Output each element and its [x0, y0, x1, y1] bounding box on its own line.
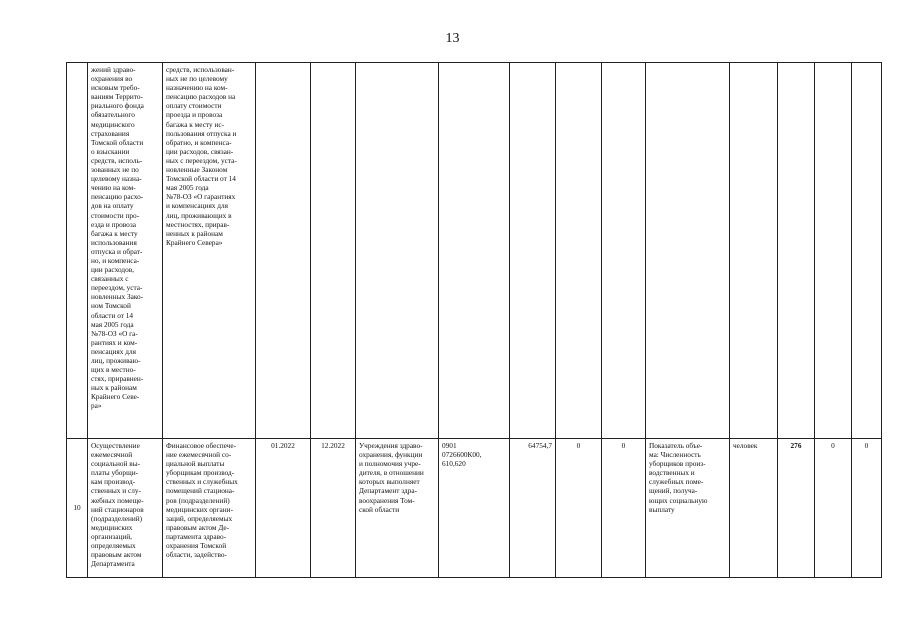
text-line: воохранения Том- [359, 495, 415, 505]
text-line: риального фонда [91, 101, 144, 111]
cell-val2-continued [556, 63, 602, 439]
text-line: проезда и провоза [166, 110, 223, 120]
text-line: Крайнего Севе- [91, 392, 140, 402]
text-line: ров (подразделений) [166, 495, 230, 505]
text-line: водственных и [649, 468, 695, 478]
text-line: использования [91, 237, 137, 247]
cell-executor-continued [356, 63, 439, 439]
cell-event-name [88, 439, 163, 578]
text-line: Показатель объе- [649, 441, 703, 450]
cell-event-description-continued [163, 63, 256, 439]
text-line: ежемесячной [91, 450, 133, 460]
indicator-value-2: 0 [815, 439, 852, 578]
text-line: Осуществление [91, 441, 140, 450]
indicator-value-3: 0 [852, 439, 882, 578]
text-line: дов на оплату [91, 201, 134, 211]
text-line: (подразделений) [91, 513, 143, 523]
text-line: области от 14 [91, 310, 134, 320]
cell-val3-continued [602, 63, 646, 439]
text-line: местностях, прирав- [166, 219, 230, 229]
text-line: отпуска и обрат- [91, 246, 143, 256]
text-line: Томской области [91, 137, 144, 147]
text-line: Финансовое обеспече- [166, 441, 237, 450]
text-line: переездом, уста- [91, 283, 143, 293]
text-line: ных с переездом, уста- [166, 155, 237, 165]
text-line: заций, определяемых [166, 513, 233, 523]
end-date: 12.2022 [311, 439, 356, 578]
cell-event-name-continued [88, 63, 163, 439]
cell-ind-val1-continued [778, 63, 815, 439]
text-line: средств, использован- [166, 65, 235, 74]
cell-executor [356, 439, 439, 578]
text-line: новленных Зако- [91, 292, 144, 302]
text-line: езда и провоза [91, 219, 136, 229]
cell-indicator-continued [646, 63, 730, 439]
text-line: стоимости про- [91, 210, 140, 220]
text-line: ние ежемесячной со- [166, 450, 232, 460]
text-line: связанных с [91, 274, 129, 284]
text-line: ственных и служебных [166, 477, 238, 487]
amount: 64754,7 [510, 439, 556, 578]
text-line: уборщикам производ- [166, 468, 235, 478]
text-line: целевому назна- [91, 174, 142, 184]
event-description-lines [166, 441, 252, 559]
text-line: медицинских [91, 522, 133, 532]
text-line: зованных не по [91, 165, 139, 175]
text-line: багажа к месту ис- [166, 119, 225, 129]
text-line: ненных к районам [166, 228, 223, 238]
text-line: медицинских органи- [166, 504, 234, 514]
text-line: оплату стоимости [166, 101, 222, 111]
text-line: ственных и слу- [91, 486, 141, 496]
text-line: выплату [649, 504, 675, 514]
cell-event-description [163, 439, 256, 578]
text-line: ющих социальную [649, 495, 708, 505]
text-line: о взыскании [91, 146, 130, 156]
text-line: Крайнего Севера» [166, 237, 223, 247]
text-line: ных не по целевому [166, 74, 228, 84]
program-table [66, 62, 882, 578]
text-line: ской области [359, 504, 400, 514]
text-line: партамента здраво- [166, 531, 227, 541]
text-line: обратно, и компенса- [166, 137, 232, 147]
text-line: щих в местно- [91, 365, 136, 375]
text-line: Томской области от 14 [166, 174, 236, 184]
cell-ind-val2-continued [815, 63, 852, 439]
kbk-lines [442, 441, 506, 468]
page-number: 13 [445, 31, 460, 46]
start-date: 01.2022 [256, 439, 311, 578]
text-line: стях, приравнен- [91, 374, 144, 384]
text-line: уборщиков произ- [649, 459, 706, 469]
text-line: чению на ком- [91, 183, 136, 193]
text-line: средств, исполь- [91, 155, 143, 165]
text-line: ном Томской [91, 301, 131, 311]
text-line: медицинского [91, 119, 135, 129]
text-line: исковым требо- [91, 83, 140, 93]
cell-number-continued [67, 63, 88, 439]
text-line: пользования отпуска и [166, 128, 237, 138]
text-line: охранения Томской [166, 541, 227, 551]
text-line: помещений стациона- [166, 486, 235, 496]
text-line: служебных поме- [649, 477, 704, 487]
text-line: щений, получа- [649, 486, 698, 496]
text-line: кам производ- [91, 477, 136, 487]
text-line: ний стационаров [91, 504, 144, 514]
indicator-lines [649, 441, 726, 514]
cell-amount-continued [510, 63, 556, 439]
text-line: жений здраво- [91, 65, 136, 74]
text-line: назначению на ком- [166, 83, 228, 93]
text-line: пенсацию расхо- [91, 192, 144, 202]
text-line: обязательного [91, 110, 135, 120]
text-line: платы уборщи- [91, 468, 139, 478]
text-line: ма: Численность [649, 450, 701, 460]
unit: человек [730, 439, 778, 578]
value-3: 0 [602, 439, 646, 578]
text-line: и компенсациях для [166, 201, 228, 211]
indicator-value-1: 276 [778, 439, 815, 578]
text-line: охранения, функции [359, 450, 423, 460]
table-row-10 [67, 439, 882, 578]
text-line: пенсациях для [91, 346, 136, 356]
cell-start-continued [256, 63, 311, 439]
text-line: Учреждения здраво- [359, 441, 423, 450]
text-line: определяемых [91, 541, 136, 551]
cell-end-continued [311, 63, 356, 439]
event-name-lines [91, 65, 159, 411]
cell-unit-continued [730, 63, 778, 439]
executor-lines [359, 441, 435, 514]
event-name-lines [91, 441, 159, 568]
text-line: мая 2005 года [91, 319, 134, 329]
text-line: ваниям Террито- [91, 92, 143, 102]
text-line: мая 2005 года [166, 183, 209, 193]
text-line: социальной вы- [91, 459, 141, 469]
text-line: жебных помеще- [91, 495, 144, 505]
text-line: Департамента [91, 559, 135, 569]
event-description-lines [166, 65, 252, 247]
text-line: пенсацию расходов на [166, 92, 236, 102]
text-line: лиц, проживающих в [166, 210, 232, 220]
text-line: правовым актом Де- [166, 522, 230, 532]
row-number: 10 [67, 439, 88, 578]
text-line: Департамент здра- [359, 486, 418, 496]
text-line: 0901 [442, 441, 457, 450]
text-line: страхования [91, 128, 130, 138]
text-line: области, задейство- [166, 550, 227, 560]
cell-indicator [646, 439, 730, 578]
text-line: лиц, проживаю- [91, 356, 141, 365]
text-line: дителя, в отношении [359, 468, 424, 478]
text-line: ных к районам [91, 383, 137, 393]
text-line: организаций, [91, 531, 132, 541]
text-line: охранения во [91, 74, 133, 84]
text-line: и полномочия учре- [359, 459, 421, 469]
table-row-continued [67, 63, 882, 439]
text-line: ра» [91, 401, 102, 411]
cell-ind-val3-continued [852, 63, 882, 439]
value-2: 0 [556, 439, 602, 578]
cell-kbk-continued [439, 63, 510, 439]
text-line: циальной выплаты [166, 459, 225, 469]
text-line: №78-ОЗ «О гарантиях [166, 192, 236, 202]
text-line: но, и компенса- [91, 255, 140, 265]
text-line: новленные Законом [166, 165, 228, 175]
cell-kbk [439, 439, 510, 578]
text-line: №78-ОЗ «О га- [91, 328, 138, 338]
text-line: 0726600К00, [442, 450, 482, 460]
text-line: ции расходов, [91, 265, 135, 275]
text-line: 610,620 [442, 459, 466, 469]
text-line: правовым актом [91, 550, 142, 560]
text-line: багажа к месту [91, 228, 138, 238]
text-line: ции расходов, связан- [166, 146, 234, 156]
text-line: которых выполняет [359, 477, 420, 487]
text-line: рантиях и ком- [91, 337, 138, 347]
